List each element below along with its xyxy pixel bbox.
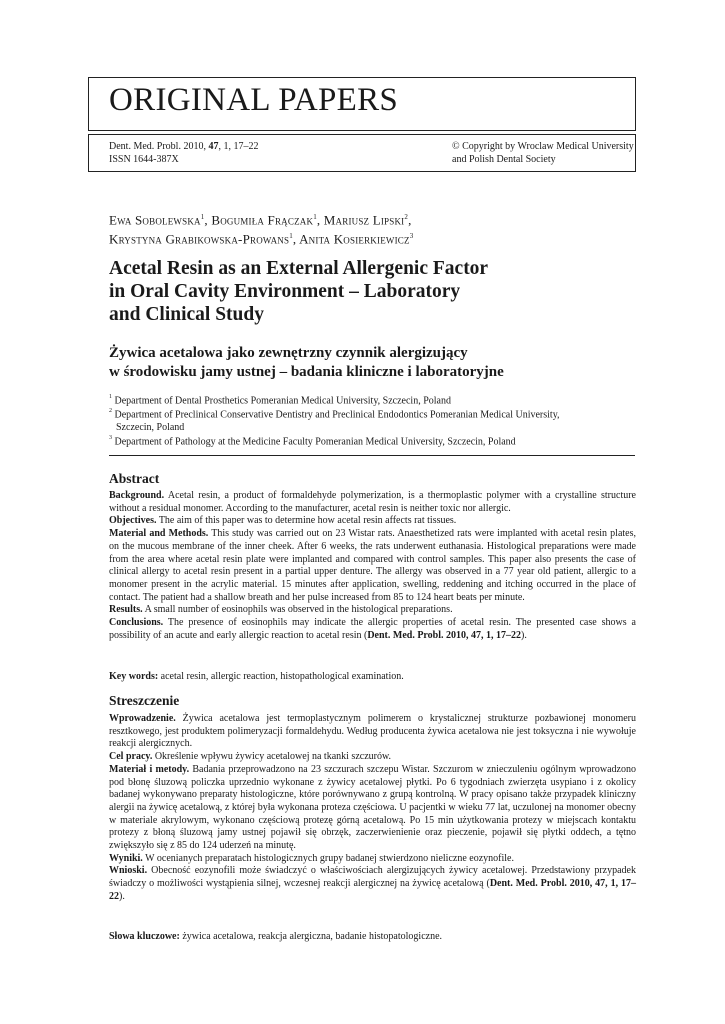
abstract-text: This study was carried out on 23 Wistar rats. Anaesthetized rats were implanted with acetal resin plates, on the mucous membrane of the inner cheek. After 6 weeks, the rats underwent euthanasia. Histological preparations were made from the area where acetal resin plate were implanted and compared with control samples. This paper also presents the case of clinical allergy to acetal resin present in a partial upper denture. The allergy was observed in a 77 year old patient, allergic to a monomer present in the acrylic material. 15 minutes after application, swelling, reddening and itching occurred in the place of contact. The patient had a shallow breath and her pulse increased from 85 to 124 heart beats per minute.	[109, 528, 637, 603]
abstract-label: Materiał i metody.	[109, 763, 190, 775]
author-line-1	[109, 209, 413, 228]
title-line: Acetal Resin as an External Allergenic Factor	[109, 258, 489, 279]
abstract-label: Results.	[109, 604, 143, 616]
section-title: ORIGINAL PAPERS	[109, 82, 399, 118]
title-line: Żywica acetalowa jako zewnętrzny czynnik alergizujący	[109, 345, 468, 361]
author-name: Krystyna Grabikowska-Prowans	[109, 231, 290, 247]
title-line: in Oral Cavity Environment – Laboratory	[109, 281, 461, 302]
affiliation-sup: 2	[109, 408, 112, 414]
affiliation-text: Department of Pathology at the Medicine Faculty Pomeranian Medical University, Szczecin, Poland	[114, 436, 516, 448]
copyright-line-2: and Polish Dental Society	[452, 154, 556, 165]
title-line: w środowisku jamy ustnej – badania kliniczne i laboratoryjne	[109, 364, 504, 380]
streszczenie-heading: Streszczenie	[109, 693, 180, 708]
abstract-results	[109, 604, 636, 617]
paper-title-polish	[109, 344, 579, 382]
abstract-text: Acetal resin, a product of formaldehyde polymerization, is a thermoplastic polymer with a crystalline structure without a residual monomer. According to the manufacturer, acetal resin is neither toxic nor allergic.	[109, 490, 636, 514]
author-list	[109, 209, 413, 248]
author-line-2	[109, 228, 413, 247]
author-affiliation-sup: 1	[289, 232, 293, 241]
abstract-text: Określenie wpływu żywicy acetalowej na tkanki szczurów.	[152, 751, 392, 763]
abstract-label: Cel pracy.	[109, 751, 153, 763]
citation-prefix: Dent. Med. Probl. 2010,	[109, 141, 209, 152]
keywords-line	[109, 671, 636, 684]
citation-box	[88, 134, 636, 172]
author-name: Anita Kosierkiewicz	[299, 231, 410, 247]
author-separator: ,	[292, 231, 300, 247]
abstract-text: Badania przeprowadzono na 23 szczurach szczepu Wistar. Szczurom w znieczuleniu ogólnym wprowadzono pod błonę śluzową policzka uprzednio wykonane z żywicy acetalowej płytki. Po 6 tygodniach zwierzęta usypiano i z okolicy badanej wykonywano preparaty histologiczne, które porównywano z grupą kontrolną. W pracy opisano także przypadek kliniczny alergii na żywicę acetalową, z której była wykonana proteza częściowa. U pacjentki w wieku 77 lat, uczulonej na monomer obecny w materiale akrylowym, wykonano częściową protezę górną acetalową. Po 15 min użytkowania protezy w miejscach kontaktu protezy z błoną śluzową jamy ustnej pojawił się obrzęk, zaczerwienienie oraz pieczenie, pojawił się płytki oddech, a tętno zwiększyło się z 85 do 124 uderzeń na minutę.	[109, 763, 636, 852]
affiliation-sup: 1	[109, 394, 112, 400]
author-name: Mariusz Lipski	[323, 212, 405, 228]
affiliation-2	[109, 406, 639, 434]
abstract-objectives	[109, 515, 636, 528]
abstract-text: ).	[521, 629, 527, 641]
affiliation-sup: 3	[109, 435, 112, 441]
affiliation-text-cont: Szczecin, Poland	[116, 422, 185, 434]
citation-line	[109, 140, 258, 153]
keywords-en	[109, 671, 636, 684]
author-name: Bogumiła Frączak	[211, 212, 314, 228]
copyright-line-1: © Copyright by Wroclaw Medical University	[452, 141, 634, 152]
abstract-text: W ocenianych preparatach histologicznych grupy badanej stwierdzono nieliczne eozynofile.	[142, 852, 514, 864]
abstract-label: Background.	[109, 490, 165, 501]
abstract-text: ).	[119, 890, 125, 902]
abstract-text: Obecność eozynofili może świadczyć o właściwościach alergizujących żywicy acetalowej. Przedstawiony przypadek świadczy o możliwości wystąpienia silnej, wczesnej reakcji alergicznej na żywicę acetalową (	[109, 865, 636, 890]
author-affiliation-sup: 1	[313, 213, 317, 221]
keywords-label: Key words:	[109, 671, 159, 682]
author-affiliation-sup: 3	[409, 232, 414, 241]
abstract-label: Wyniki.	[109, 852, 143, 864]
author-separator: ,	[204, 212, 212, 228]
abstract-label: Wnioski.	[109, 865, 148, 877]
citation-volume: 47	[208, 141, 219, 152]
abstract-label: Wprowadzenie.	[109, 713, 176, 724]
streszczenie-wyniki	[109, 853, 636, 866]
citation-suffix: , 1, 17–22	[218, 141, 259, 152]
author-separator: ,	[408, 212, 412, 228]
copyright-info	[452, 140, 634, 166]
abstract-label: Conclusions.	[109, 617, 164, 629]
abstract-text: Żywica acetalowa jest termoplastycznym polimerem o krystalicznej strukturze pozbawionej monomeru resztkowego, jest produktem polimeryzacji formaldehydu. Według producenta żywica acetalowa nie jest toksyczna i nie wywołuje reakcji alergicznych.	[109, 713, 636, 750]
issn: ISSN 1644-387X	[109, 154, 179, 165]
keywords-text: acetal resin, allergic reaction, histopathological examination.	[158, 671, 404, 682]
citation-info	[109, 140, 258, 166]
abstract-heading: Abstract	[109, 471, 160, 486]
abstract-label: Objectives.	[109, 515, 157, 527]
journal-header-box	[88, 77, 636, 131]
abstract-body	[109, 490, 636, 642]
affiliation-text: Department of Preclinical Conservative Dentistry and Preclinical Endodontics Pomeranian Medical University,	[114, 409, 560, 421]
streszczenie-body	[109, 713, 636, 904]
citation-ref: Dent. Med. Probl. 2010, 47, 1, 17–22	[367, 629, 522, 641]
abstract-label: Material and Methods.	[109, 528, 209, 540]
keywords-label: Słowa kluczowe:	[109, 931, 180, 942]
abstract-methods	[109, 528, 636, 604]
abstract-text: A small number of eosinophils was observed in the histological preparations.	[142, 604, 453, 616]
author-separator: ,	[316, 212, 324, 228]
author-affiliation-sup: 2	[404, 213, 409, 221]
streszczenie-wprowadzenie	[109, 713, 636, 751]
keywords-text: żywica acetalowa, reakcja alergiczna, badanie histopatologiczne.	[179, 931, 443, 942]
abstract-text: The presence of eosinophils may indicate the allergic properties of acetal resin. The presented case shows a possibility of an acute and early allergic reaction to acetal resin (	[109, 617, 636, 641]
abstract-text: The aim of this paper was to determine how acetal resin affects rat tissues.	[156, 515, 457, 527]
affiliation-3	[109, 433, 639, 448]
author-affiliation-sup: 1	[200, 213, 205, 221]
title-line: and Clinical Study	[109, 304, 264, 325]
divider	[109, 455, 635, 456]
author-name: Ewa Sobolewska	[109, 212, 201, 228]
abstract-conclusions	[109, 617, 636, 642]
keywords-pl	[109, 931, 636, 944]
paper-title-english	[109, 257, 579, 326]
streszczenie-metody	[109, 764, 636, 853]
abstract-background	[109, 490, 636, 515]
keywords-line	[109, 931, 636, 944]
citation-ref: Dent. Med. Probl. 2010, 47, 1, 17–22	[109, 878, 636, 902]
affiliation-text: Department of Dental Prosthetics Pomeranian Medical University, Szczecin, Poland	[114, 395, 451, 407]
streszczenie-cel	[109, 751, 636, 764]
streszczenie-wnioski	[109, 865, 636, 903]
